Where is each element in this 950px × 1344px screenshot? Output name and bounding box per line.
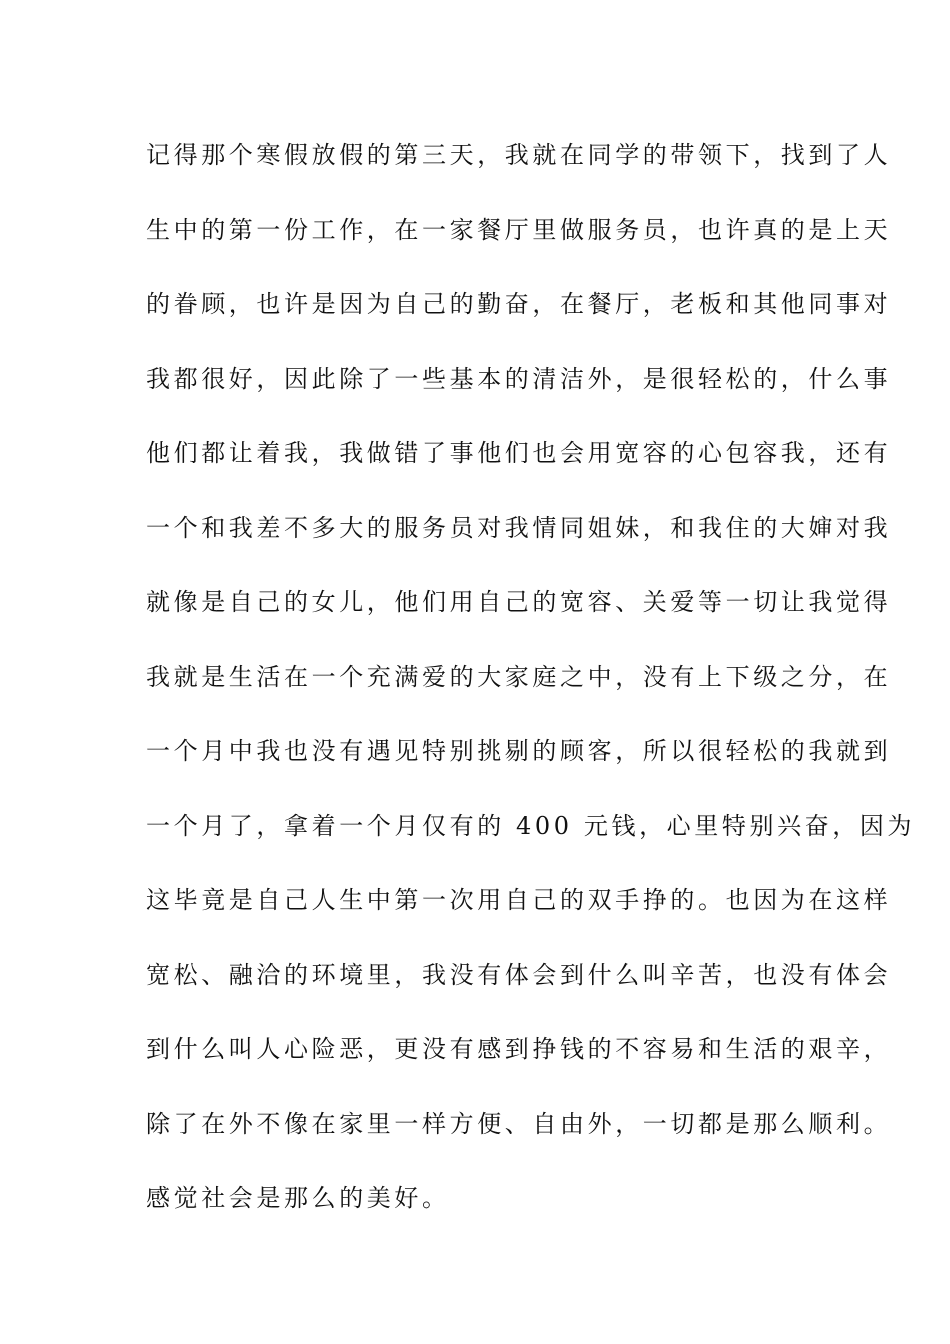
text-line: 就像是自己的女儿，他们用自己的宽容、关爱等一切让我觉得 [146, 588, 892, 616]
text-line: 除了在外不像在家里一样方便、自由外，一切都是那么顺利。 [146, 1109, 892, 1138]
text-line: 我都很好，因此除了一些基本的清洁外，是很轻松的，什么事 [146, 364, 892, 393]
text-line: 感觉社会是那么的美好。 [146, 1184, 450, 1212]
text-line: 我就是生活在一个充满爱的大家庭之中，没有上下级之分，在 [146, 662, 892, 691]
text-line: 到什么叫人心险恶，更没有感到挣钱的不容易和生活的艰辛， [146, 1035, 892, 1063]
text-line: 一个月了，拿着一个月仅有的 400 元钱，心里特别兴奋，因为 [146, 811, 916, 840]
text-line: 这毕竟是自己人生中第一次用自己的双手挣的。也因为在这样 [146, 886, 892, 914]
text-line: 一个月中我也没有遇见特别挑剔的顾客，所以很轻松的我就到 [146, 737, 892, 765]
text-line: 宽松、融洽的环境里，我没有体会到什么叫辛苦，也没有体会 [146, 960, 892, 989]
text-line: 的眷顾，也许是因为自己的勤奋，在餐厅，老板和其他同事对 [146, 290, 892, 318]
body-paragraph [146, 131, 916, 1249]
text-line: 记得那个寒假放假的第三天，我就在同学的带领下，找到了人 [146, 141, 892, 169]
text-line: 生中的第一份工作，在一家餐厅里做服务员，也许真的是上天 [146, 215, 892, 244]
text-line: 他们都让着我，我做错了事他们也会用宽容的心包容我，还有 [146, 439, 892, 467]
text-line: 一个和我差不多大的服务员对我情同姐妹，和我住的大婶对我 [146, 513, 892, 542]
